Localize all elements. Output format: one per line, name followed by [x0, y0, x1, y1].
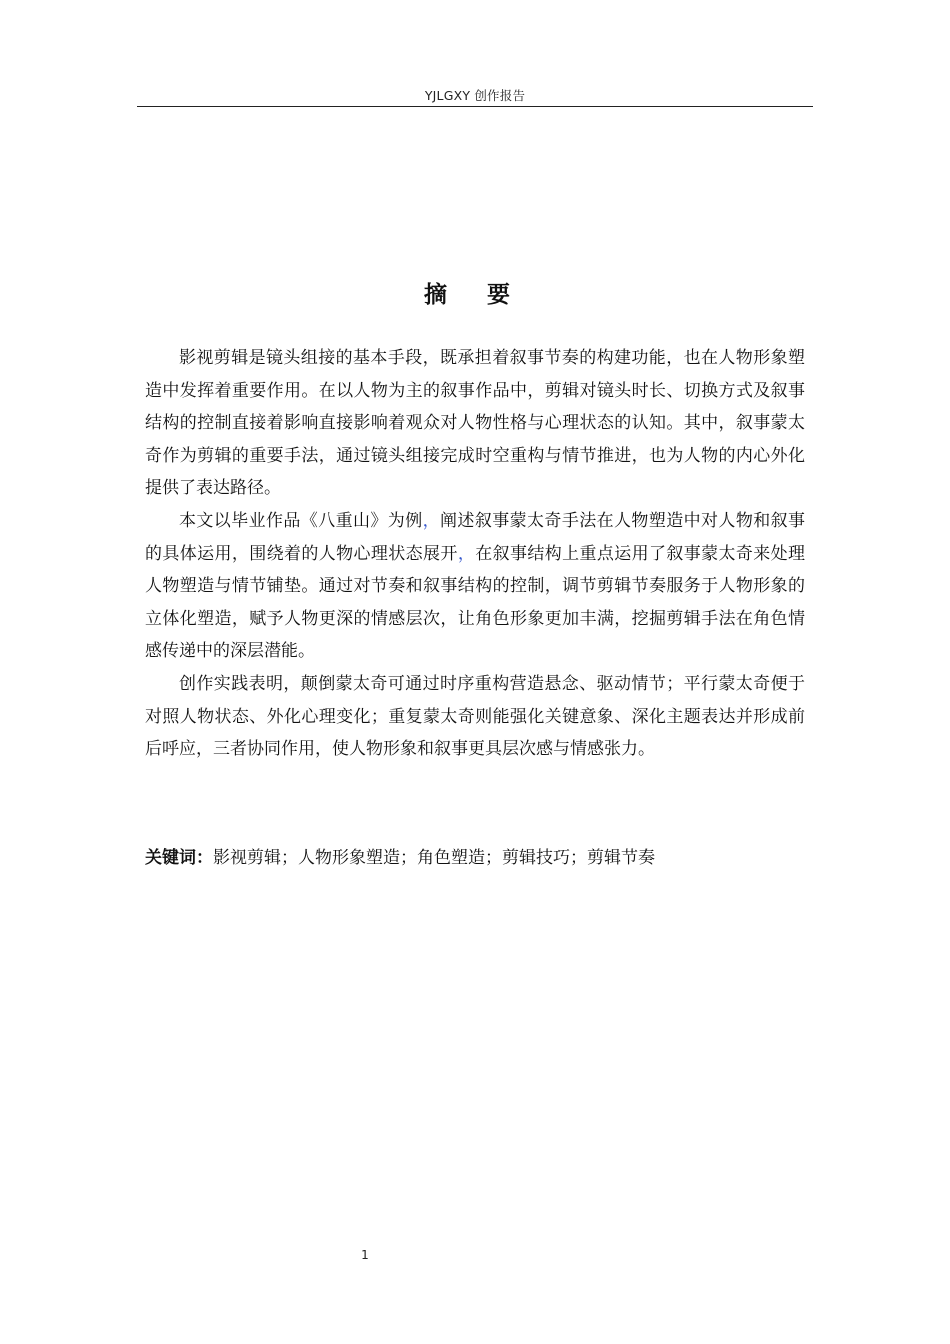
keywords-line [145, 846, 805, 870]
keywords-list: 影视剪辑；人物形象塑造；角色塑造；剪辑技巧；剪辑节奏 [213, 848, 655, 868]
keywords-label: 关键词： [145, 848, 213, 868]
page-number: 1 [361, 1248, 369, 1262]
abstract-paragraph-2 [145, 505, 805, 668]
abstract-paragraph-3: 创作实践表明，颠倒蒙太奇可通过时序重构营造悬念、驱动情节；平行蒙太奇便于对照人物状态、外化心理变化；重复蒙太奇则能强化关键意象、深化主题表达并形成前后呼应，三者协同作用，使人物形象和叙事更具层次感与情感张力。 [145, 673, 805, 760]
header-rule [137, 106, 813, 107]
highlighted-comma: ， [422, 510, 441, 531]
abstract-body [145, 342, 805, 766]
paragraph-2-part-2: 阐述叙事蒙太奇手法在人物塑造中对人物和叙事的具体运用，围绕着的人物心理状态展开 [145, 510, 806, 564]
page-header: YJLGXY 创作报告 [424, 88, 526, 103]
highlighted-comma: ， [457, 543, 476, 564]
abstract-paragraph-1: 影视剪辑是镜头组接的基本手段，既承担着叙事节奏的构建功能，也在人物形象塑造中发挥着重要作用。在以人物为主的叙事作品中，剪辑对镜头时长、切换方式及叙事结构的控制直接着影响直接影响着观众对人物性格与心理状态的认知。其中，叙事蒙太奇作为剪辑的重要手法，通过镜头组接完成时空重构与情节推进，也为人物的内心外化提供了表达路径。 [145, 348, 805, 499]
abstract-title: 摘 要 [423, 282, 526, 308]
paragraph-2-part-1: 本文以毕业作品《八重山》为例 [179, 510, 423, 531]
paragraph-2-part-3: 在叙事结构上重点运用了叙事蒙太奇来处理人物塑造与情节铺垫。通过对节奏和叙事结构的控制，调节剪辑节奏服务于人物形象的立体化塑造，赋予人物更深的情感层次，让角色形象更加丰满，挖掘剪辑手法在角色情感传递中的深层潜能。 [145, 543, 806, 662]
